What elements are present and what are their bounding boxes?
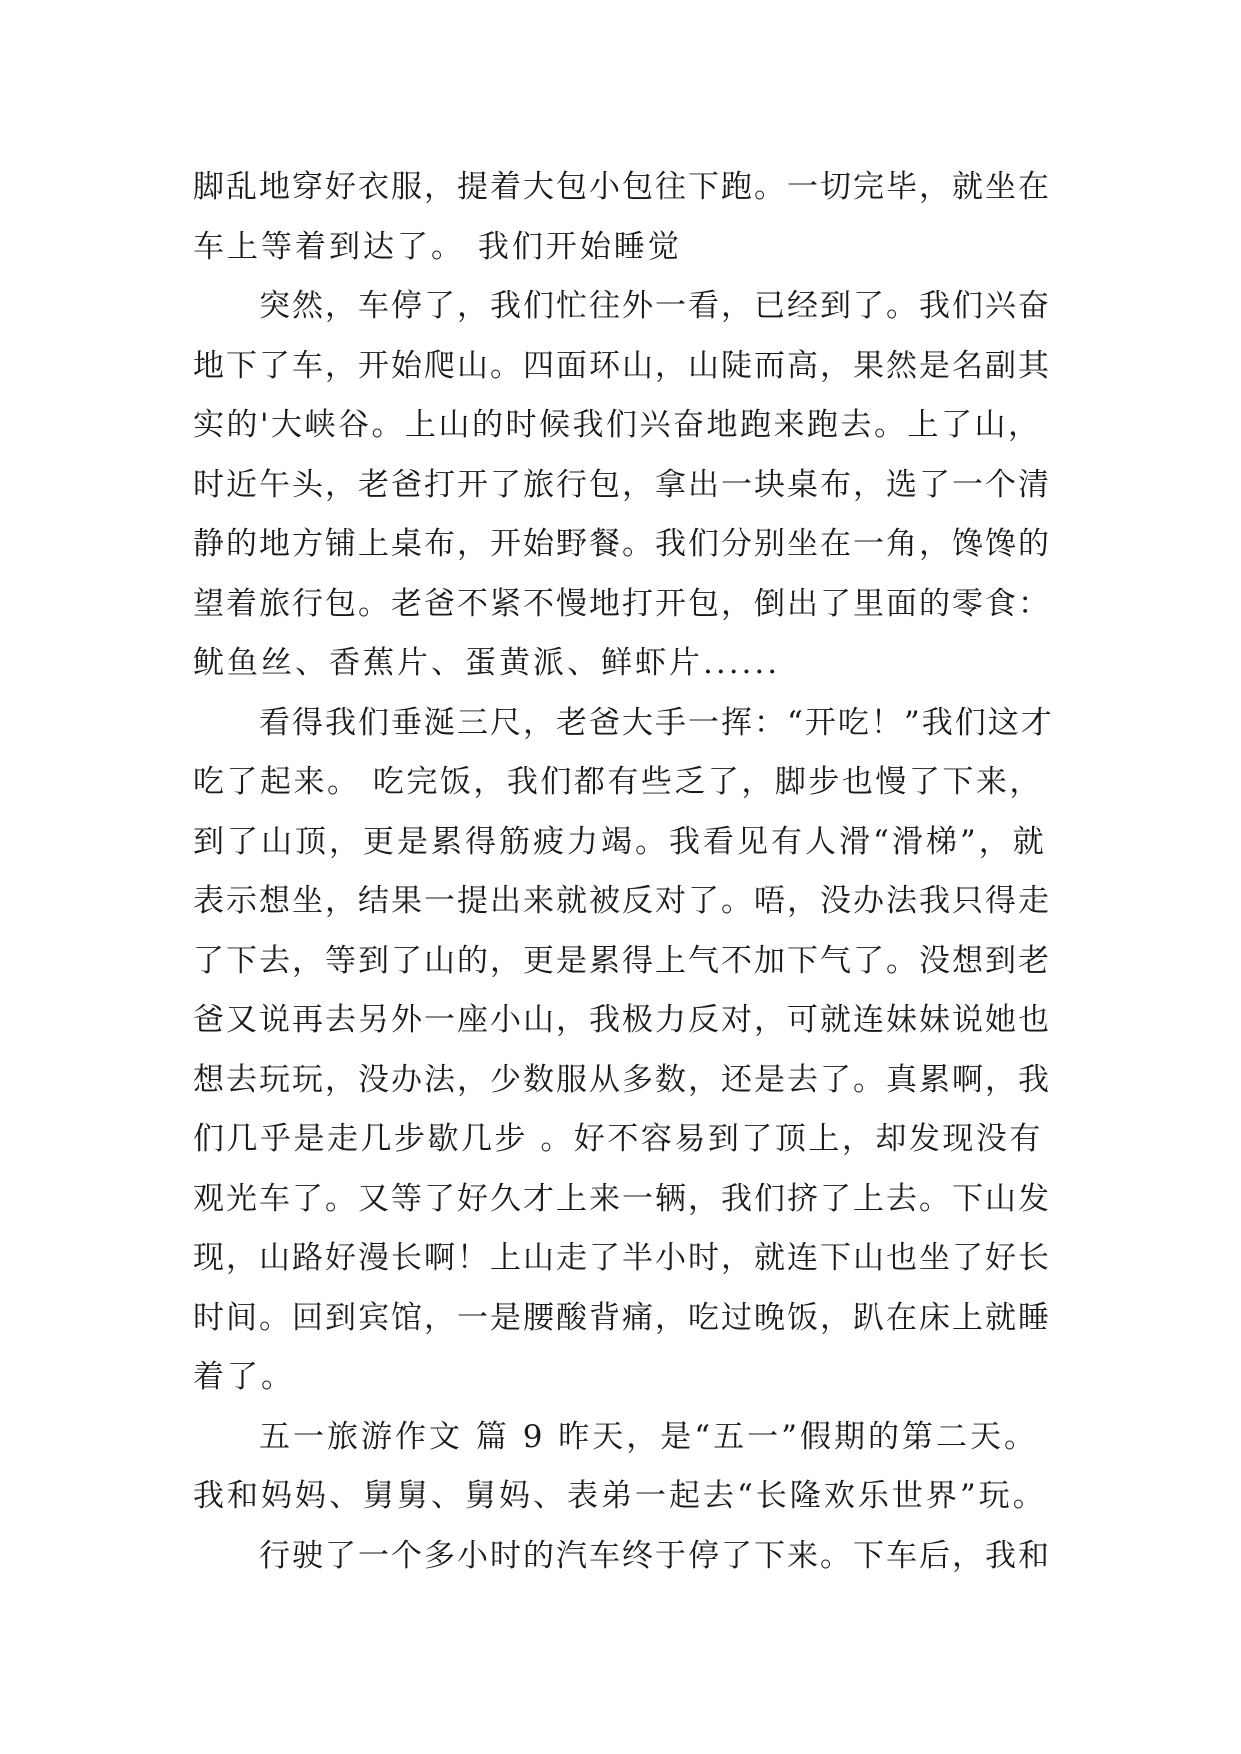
text-line: 望着旅行包。老爸不紧不慢地打开包，倒出了里面的零食：	[193, 585, 1051, 622]
text-line: 现，山路好漫长啊！上山走了半小时，就连下山也坐了好长	[193, 1240, 1051, 1276]
text-line: 突然，车停了，我们忙往外一看，已经到了。我们兴奋	[259, 288, 1051, 324]
text-line: 想去玩玩，没办法，少数服从多数，还是去了。真累啊，我	[193, 1061, 1051, 1098]
text-line: 表示想坐，结果一提出来就被反对了。唔，没办法我只得走	[193, 883, 1051, 919]
text-line: 们几乎是走几步歇几步 。好不容易到了顶上，却发现没有	[193, 1121, 1043, 1157]
document-body	[193, 158, 1053, 1586]
text-line: 时间。回到宾馆，一是腰酸背痛，吃过晚饭，趴在床上就睡	[193, 1299, 1051, 1336]
text-line: 着了。	[193, 1359, 295, 1395]
text-line: 看得我们垂涎三尺，老爸大手一挥：“开吃！”我们这才	[259, 704, 1054, 741]
text-line: 地下了车，开始爬山。四面环山，山陡而高，果然是名副其	[193, 347, 1051, 384]
text-line: 时近午头，老爸打开了旅行包，拿出一块桌布，选了一个清	[193, 466, 1051, 503]
text-line: 车上等着到达了。 我们开始睡觉	[193, 228, 682, 265]
text-line: 观光车了。又等了好久才上来一辆，我们挤了上去。下山发	[193, 1180, 1051, 1217]
text-line: 实的'大峡谷。上山的时候我们兴奋地跑来跑去。上了山，	[193, 407, 1042, 443]
text-line: 静的地方铺上桌布，开始野餐。我们分别坐在一角，馋馋的	[193, 526, 1051, 562]
text-line: 到了山顶，更是累得筋疲力竭。我看见有人滑“滑梯”，就	[193, 823, 1047, 860]
text-line: 吃了起来。 吃完饭，我们都有些乏了，脚步也慢了下来，	[193, 764, 1043, 800]
text-line: 我和妈妈、舅舅、舅妈、表弟一起去“长隆欢乐世界”玩。	[193, 1478, 1047, 1514]
text-line: 了下去，等到了山的，更是累得上气不加下气了。没想到老	[193, 942, 1051, 979]
text-line: 五一旅游作文 篇 9 昨天，是“五一”假期的第二天。	[259, 1418, 1038, 1455]
text-line: 爸又说再去另外一座小山，我极力反对，可就连妹妹说她也	[193, 1002, 1051, 1038]
text-line: 鱿鱼丝、香蕉片、蛋黄派、鲜虾片......	[193, 645, 781, 681]
text-line: 行驶了一个多小时的汽车终于停了下来。下车后，我和	[259, 1537, 1051, 1574]
text-line: 脚乱地穿好衣服，提着大包小包往下跑。一切完毕，就坐在	[193, 169, 1051, 205]
